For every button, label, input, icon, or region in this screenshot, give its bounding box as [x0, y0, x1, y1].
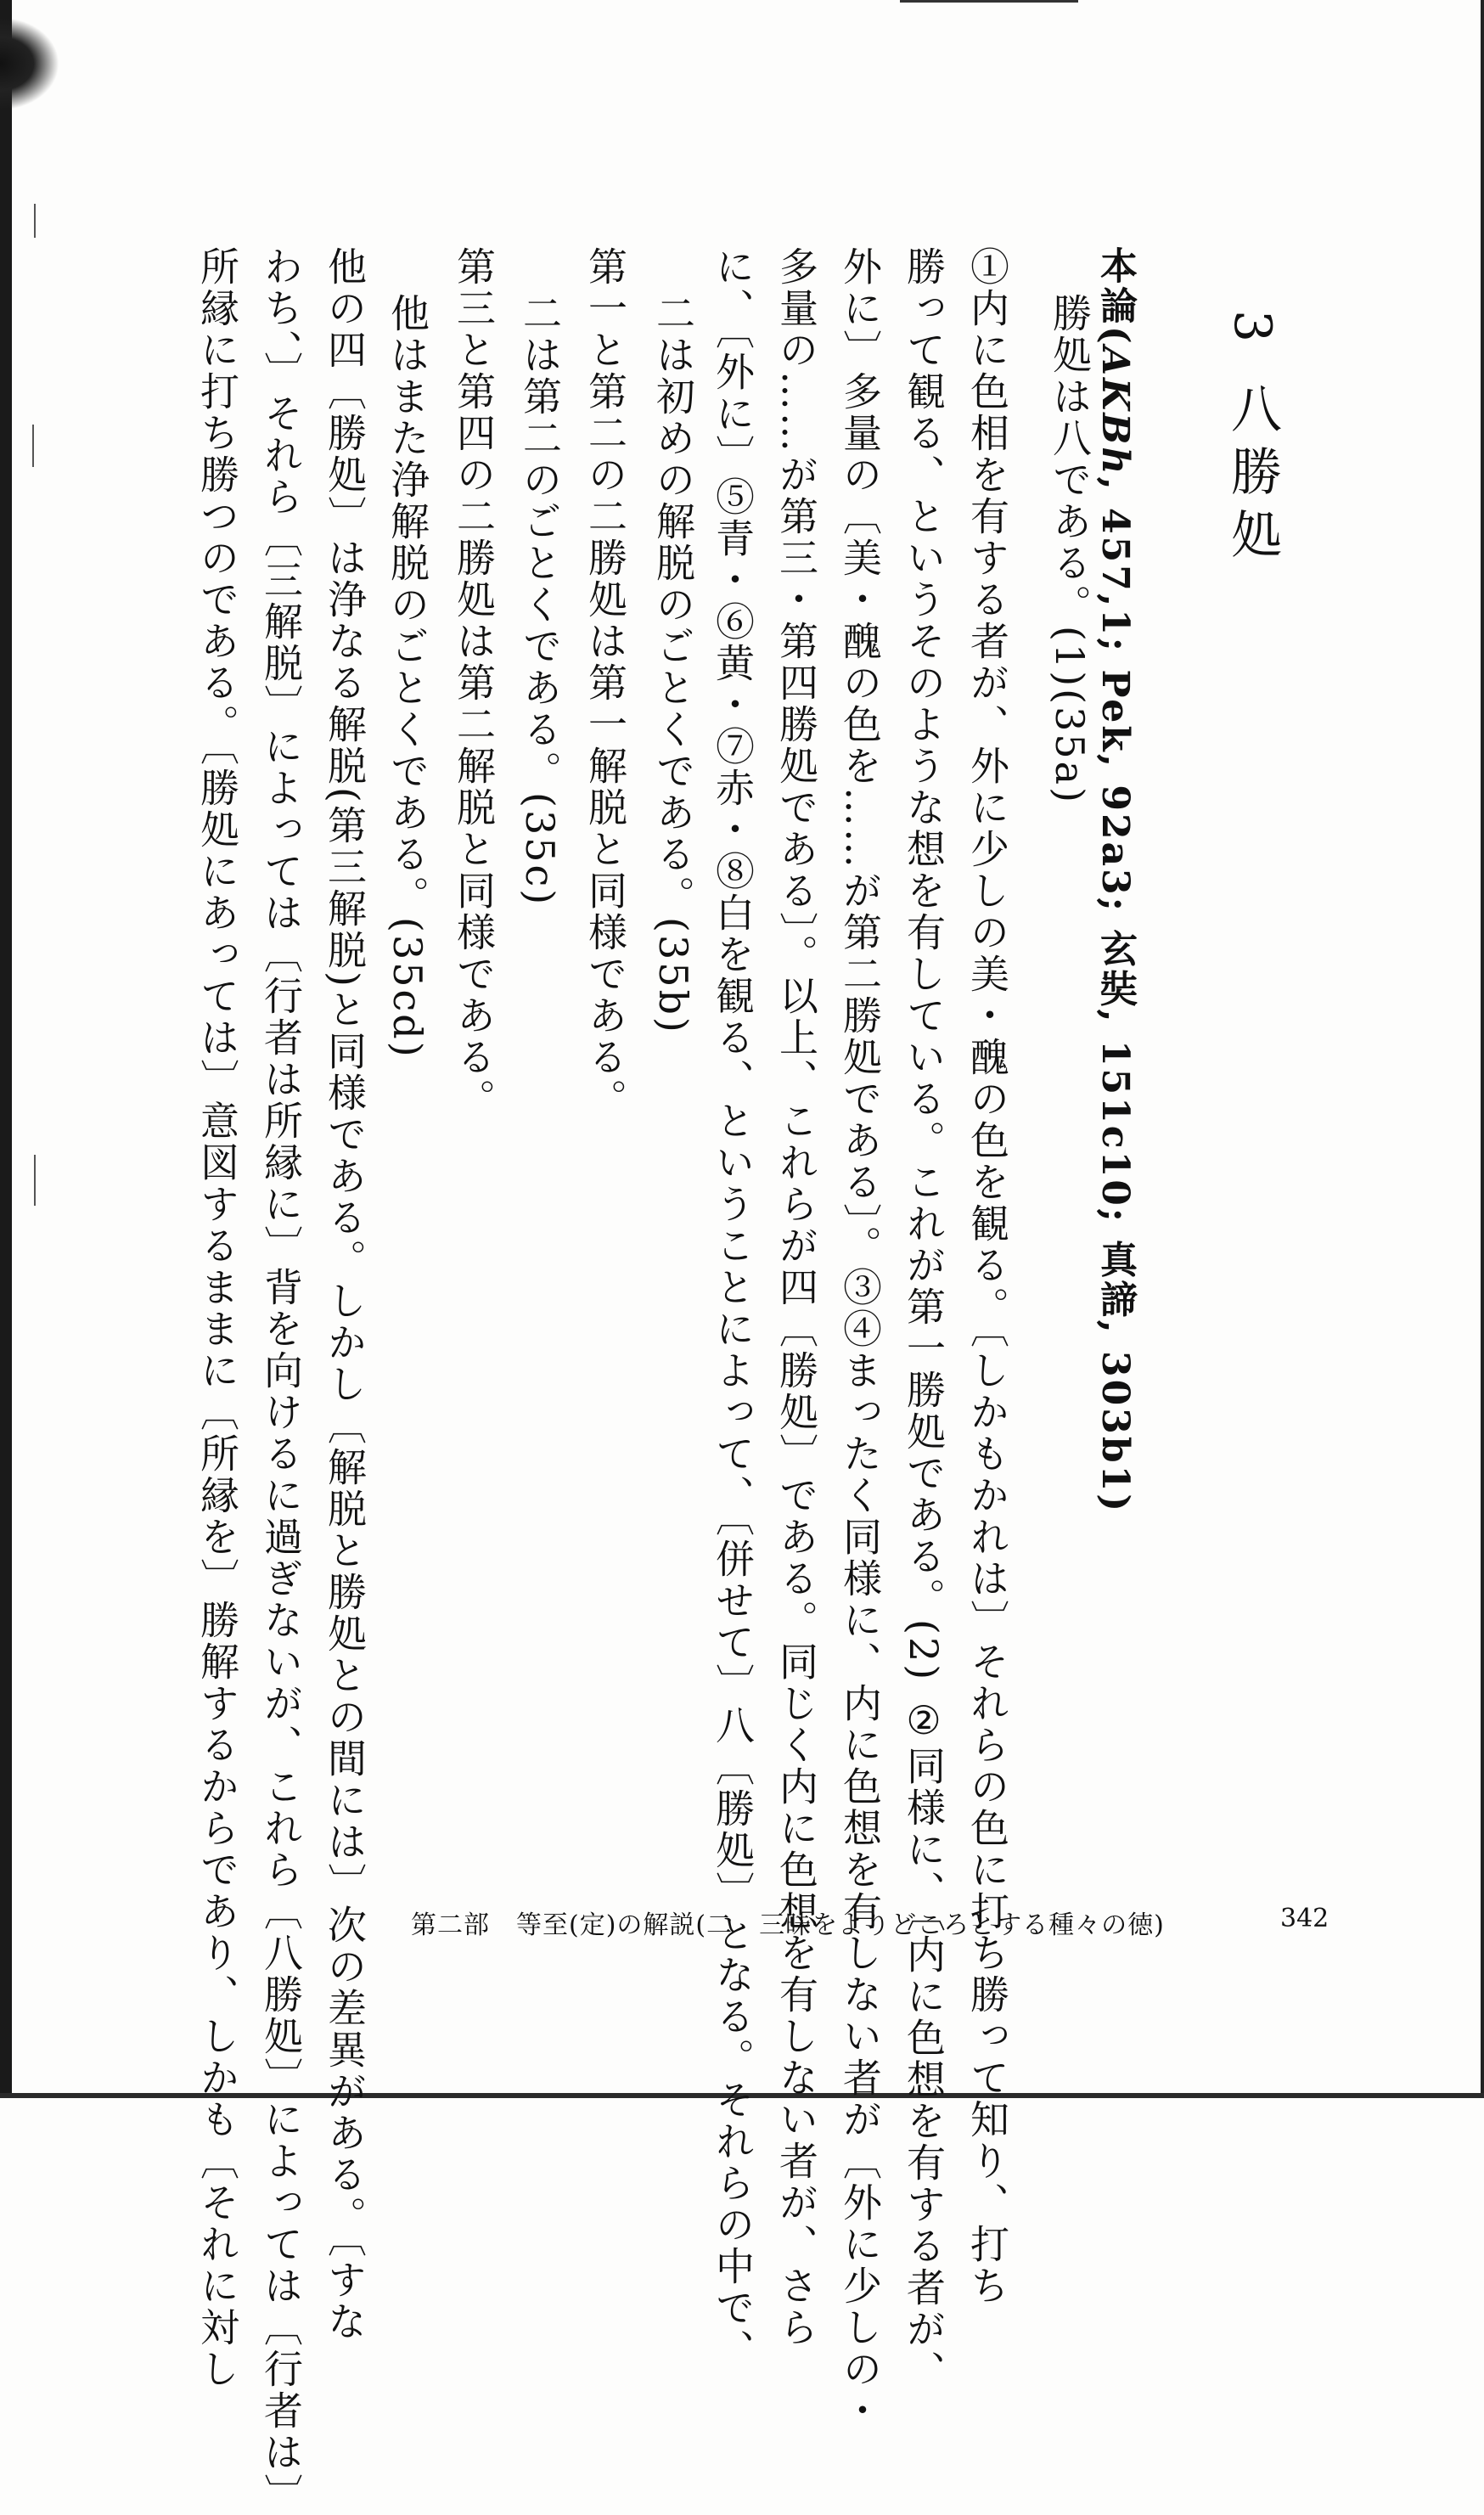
text-line: 所縁に打ち勝つのである。〔勝処にあっては〕意図するままに〔所縁を〕勝解するからであり、しかも〔それに対し — [194, 246, 240, 2390]
text-line: 多量の……が第三・第四勝処である〕。以上、これらが四〔勝処〕である。同じく内に色想を有しない者が、さら — [773, 246, 819, 2349]
text-line: わち、〕それら〔三解脱〕によっては〔行者は所縁に〕背を向けるに過ぎないが、これら〔八勝処〕によっては〔行者は〕 — [258, 246, 304, 2515]
text-line: 他の四〔勝処〕は浄なる解脱(第三解脱)と同様である。しかし〔解脱と勝処との間には〕次の差異がある。〔すな — [322, 246, 368, 2343]
text-line: 外に〕多量の〔美・醜の色を……が第二勝処である〕。③④まったく同様に、内に色想を有しない者が〔外に少しの・ — [837, 246, 883, 2432]
top-rule — [900, 0, 1078, 3]
margin-tick — [34, 204, 36, 238]
verse-line: 勝処は八である。(1)(35a) — [1047, 293, 1093, 806]
running-title: 第二部 等至(定)の解説(二 三昧をよりどころとする種々の徳) — [411, 1910, 1165, 1940]
source-reference: 本論(AKBh, 457,1; Pek, 92a3; 玄奘, 151c10; 真諦, 303b1) — [1093, 246, 1137, 1515]
margin-tick — [32, 425, 34, 467]
reference-label: 本論 — [1093, 246, 1137, 326]
text-line: に、〔外に〕⑤青・⑥黄・⑦赤・⑧白を観る、ということによって、〔併せて〕八〔勝処〕となる。それらの中で、 — [710, 246, 756, 2371]
text-line: ①内に色相を有する者が、外に少しの美・醜の色を観る。〔しかもかれは〕それらの色に打ち勝って知り、打ち — [964, 246, 1010, 2307]
text-line: 第一と第二の二勝処は第一解脱と同様である。 — [582, 246, 628, 1120]
text-line: 勝って観る、というそのような想を有している。これが第一勝処である。(2) ②同様に、〔内に色想を有する者が、 — [901, 246, 947, 2392]
reference-citation-italic: AKBh — [1093, 346, 1137, 477]
verse-line: 二は初めの解脱のごとくである。(35b) — [650, 293, 696, 1035]
verse-line: 他はまた浄解脱のごとくである。(35cd) — [385, 293, 430, 1060]
scan-ink-blot — [0, 17, 59, 110]
text-line: 第三と第四の二勝処は第二解脱と同様である。 — [451, 246, 497, 1120]
scan-right-edge — [1481, 0, 1484, 2098]
reference-citation: , 457,1; Pek, 92a3; 玄奘, 151c10; 真諦, 303b1) — [1093, 476, 1137, 1515]
page-number: 342 — [1280, 1904, 1329, 1933]
section-title: 3 八勝処 — [1223, 310, 1282, 571]
margin-tick — [34, 1155, 36, 1206]
scan-left-edge — [0, 0, 12, 2098]
verse-line: 二は第二のごとくである。(35c) — [517, 293, 563, 908]
